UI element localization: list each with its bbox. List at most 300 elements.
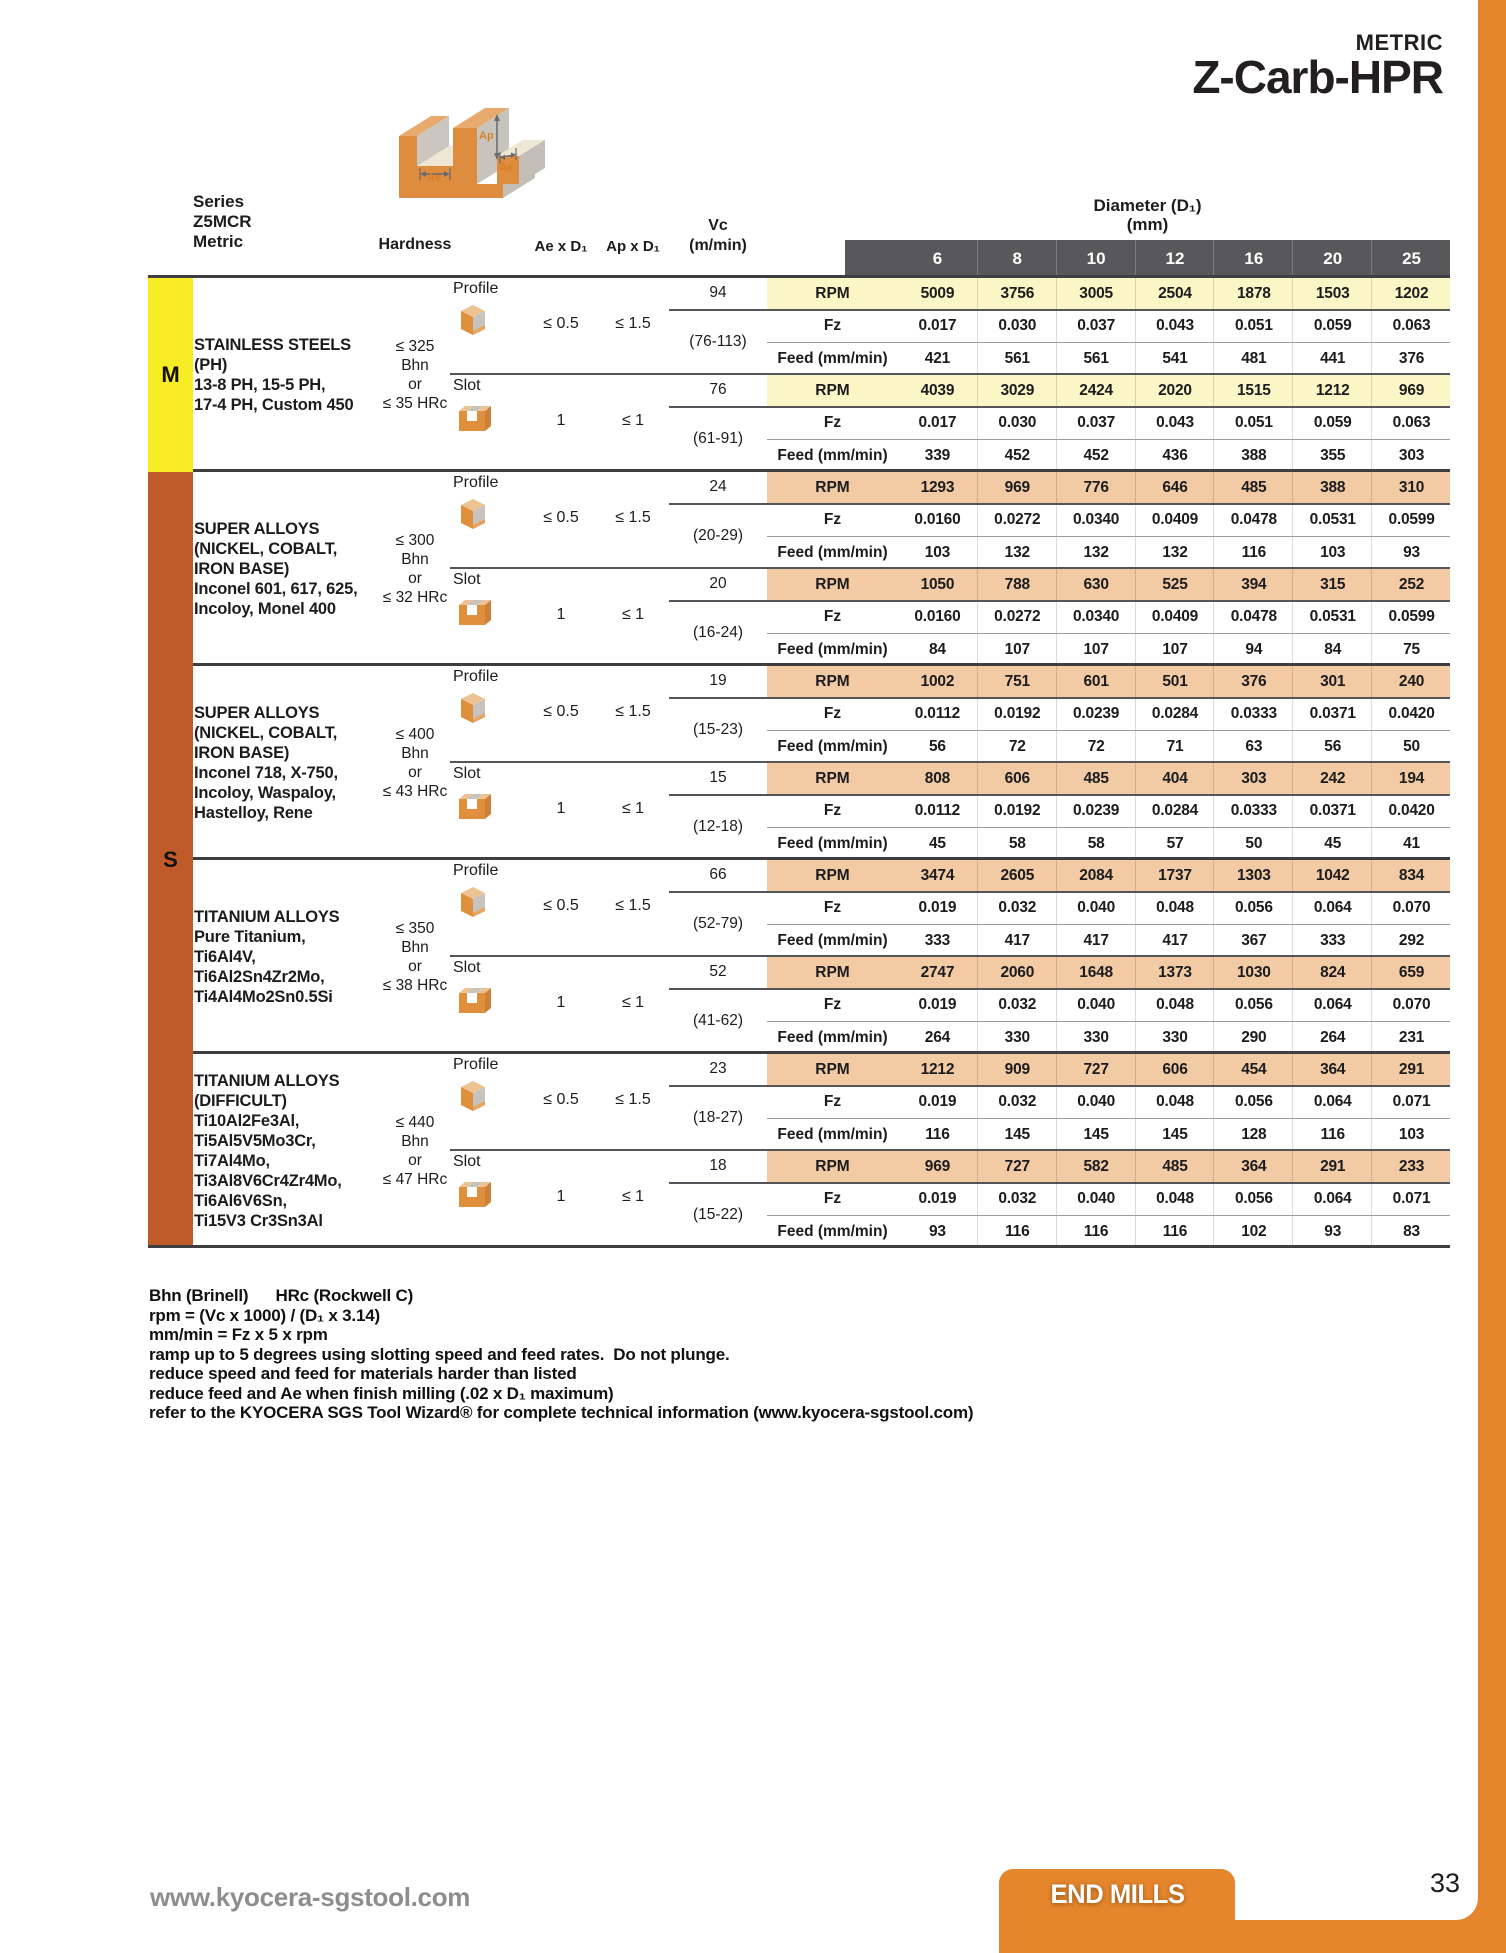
cut-type-section	[148, 569, 1450, 666]
data-cell: 116	[1292, 1119, 1372, 1151]
page-number: 33	[1429, 1868, 1460, 1898]
material-line: Incoloy, Waspaloy,	[194, 784, 336, 802]
ap-limit: ≤ 1	[621, 994, 645, 1011]
cut-type-section	[148, 1054, 1450, 1151]
data-row	[148, 375, 1450, 407]
material-line: Ti7Al4Mo,	[194, 1152, 270, 1170]
data-cell: 0.037	[1056, 310, 1136, 342]
material-line: Pure Titanium,	[194, 928, 306, 946]
data-cell: 242	[1292, 763, 1372, 795]
hardness-column-header: Hardness	[378, 236, 452, 253]
material-line: SUPER ALLOYS	[194, 704, 320, 722]
data-cell: 58	[977, 828, 1057, 860]
data-cell: 1878	[1213, 278, 1293, 310]
ae-limit: ≤ 0.5	[543, 897, 579, 914]
data-cell: 264	[1292, 1022, 1372, 1054]
vc-value: 94	[709, 284, 727, 301]
material-line: Ti10Al2Fe3Al,	[194, 1112, 300, 1130]
data-cell: 0.0272	[977, 601, 1057, 633]
diameter-header-cell: 25	[1371, 240, 1451, 278]
data-cell: 0.071	[1371, 1183, 1451, 1215]
data-cell: 0.070	[1371, 892, 1451, 924]
data-cell: 145	[1135, 1119, 1215, 1151]
data-cell: 107	[1135, 634, 1215, 666]
data-cell: 0.048	[1135, 1183, 1215, 1215]
data-cell: 145	[1056, 1119, 1136, 1151]
data-cell: 364	[1292, 1054, 1372, 1086]
data-cell: 103	[924, 543, 951, 561]
data-cell: 0.019	[918, 1190, 957, 1208]
material-block	[148, 278, 1450, 472]
vc-header-line: Vc	[708, 217, 728, 234]
data-cell: 364	[1213, 1151, 1293, 1183]
data-cell: 93	[929, 1222, 946, 1240]
ap-column-header: Ap x D₁	[606, 238, 660, 255]
data-cell: 0.0239	[1056, 795, 1136, 827]
ap-limit: ≤ 1	[621, 606, 645, 623]
profile-label: Profile	[453, 668, 499, 685]
data-cell: 0.063	[1371, 407, 1451, 439]
data-cell: 0.063	[1371, 310, 1451, 342]
data-cell: 417	[977, 925, 1057, 957]
data-row	[148, 892, 1450, 924]
data-cell: 2084	[1056, 860, 1136, 892]
ae-column-header: Ae x D₁	[534, 238, 588, 255]
row-label: Feed (mm/min)	[777, 543, 888, 561]
cut-type-section	[148, 666, 1450, 763]
hardness-line: ≤ 400 Bhn	[395, 726, 435, 762]
divider-line	[669, 406, 1450, 408]
group-letter-s: S	[163, 847, 178, 872]
data-cell: 0.0333	[1213, 795, 1293, 827]
data-cell: 727	[1056, 1054, 1136, 1086]
diameter-header-cell: 16	[1213, 240, 1293, 278]
data-cell: 0.032	[977, 1183, 1057, 1215]
data-cell: 436	[1135, 440, 1215, 472]
data-cell: 452	[977, 440, 1057, 472]
data-cell: 0.048	[1135, 989, 1215, 1021]
data-cell: 41	[1371, 828, 1451, 860]
website-url: www.kyocera-sgstool.com	[150, 1882, 471, 1912]
hardness-line: ≤ 440 Bhn	[395, 1114, 435, 1150]
ap-limit: ≤ 1.5	[615, 509, 651, 526]
ap-dimension-label: Ap	[479, 130, 494, 142]
divider-line	[767, 924, 1450, 925]
data-cell: 233	[1371, 1151, 1451, 1183]
data-cell: 0.0409	[1135, 504, 1215, 536]
material-line: TITANIUM ALLOYS	[194, 908, 340, 926]
footnote-line: Bhn (Brinell) HRc (Rockwell C)	[149, 1286, 414, 1305]
data-cell: 376	[1213, 666, 1293, 698]
row-label: RPM	[815, 576, 850, 594]
data-cell: 1050	[920, 576, 955, 594]
material-line: STAINLESS STEELS	[194, 336, 351, 354]
data-cell: 0.064	[1292, 1086, 1372, 1118]
data-cell: 132	[1135, 537, 1215, 569]
data-cell: 0.064	[1292, 989, 1372, 1021]
data-cell: 1030	[1213, 957, 1293, 989]
data-cell: 0.040	[1056, 1086, 1136, 1118]
data-cell: 0.0284	[1135, 698, 1215, 730]
row-label: RPM	[815, 1061, 850, 1079]
row-label: Fz	[823, 1093, 842, 1111]
data-row	[148, 828, 1450, 860]
data-row	[148, 601, 1450, 633]
profile-label: Profile	[453, 1056, 499, 1073]
data-cell: 0.059	[1292, 310, 1372, 342]
data-cell: 0.040	[1056, 1183, 1136, 1215]
row-label: RPM	[815, 770, 850, 788]
row-label: Feed (mm/min)	[777, 349, 888, 367]
material-line: IRON BASE)	[194, 560, 290, 578]
data-cell: 116	[925, 1125, 950, 1143]
data-cell: 0.0192	[977, 698, 1057, 730]
profile-label: Profile	[453, 474, 499, 491]
end-mills-tab-label: END MILLS	[1050, 1879, 1184, 1909]
data-cell: 0.040	[1056, 989, 1136, 1021]
material-line: 13-8 PH, 15-5 PH,	[194, 376, 326, 394]
data-cell: 290	[1213, 1022, 1293, 1054]
ae-limit: ≤ 0.5	[543, 1091, 579, 1108]
data-row	[148, 925, 1450, 957]
data-row	[148, 440, 1450, 472]
vc-value: 66	[709, 866, 727, 883]
row-label: Feed (mm/min)	[777, 931, 888, 949]
divider-line	[767, 827, 1450, 828]
data-cell: 376	[1371, 343, 1451, 375]
data-cell: 93	[1371, 537, 1451, 569]
vc-value: 52	[709, 963, 727, 980]
data-cell: 0.0531	[1292, 504, 1372, 536]
data-cell: 0.032	[977, 989, 1057, 1021]
diameter-column-header: Diameter (D₁)	[1093, 196, 1202, 215]
data-cell: 107	[977, 634, 1057, 666]
data-cell: 103	[1371, 1119, 1451, 1151]
ae-limit: ≤ 0.5	[543, 315, 579, 332]
material-line: Incoloy, Monel 400	[194, 600, 336, 618]
data-cell: 452	[1056, 440, 1136, 472]
data-cell: 57	[1135, 828, 1215, 860]
row-label: Fz	[823, 608, 842, 626]
hardness-line: ≤ 38 HRc	[382, 977, 448, 994]
material-line: (PH)	[194, 356, 228, 374]
data-cell: 75	[1371, 634, 1451, 666]
data-row	[148, 1119, 1450, 1151]
data-cell: 132	[1056, 537, 1136, 569]
series-column-header	[193, 192, 252, 252]
data-cell: 310	[1371, 472, 1451, 504]
data-cell: 0.0599	[1371, 504, 1451, 536]
ap-limit: ≤ 1.5	[615, 315, 651, 332]
data-cell: 441	[1292, 343, 1372, 375]
row-label: Feed (mm/min)	[777, 640, 888, 658]
material-line: SUPER ALLOYS	[194, 520, 320, 538]
divider-line	[767, 1215, 1450, 1216]
end-mills-tab	[999, 1869, 1235, 1920]
data-cell: 355	[1292, 440, 1372, 472]
data-cell: 72	[1056, 731, 1136, 763]
row-label: Fz	[823, 317, 842, 335]
data-cell: 1503	[1292, 278, 1372, 310]
data-cell: 0.0478	[1213, 504, 1293, 536]
data-cell: 330	[977, 1022, 1057, 1054]
hardness-line: ≤ 47 HRc	[382, 1171, 448, 1188]
data-cell: 0.019	[918, 1093, 957, 1111]
row-label: Fz	[823, 996, 842, 1014]
data-cell: 291	[1371, 1054, 1451, 1086]
data-cell: 0.071	[1371, 1086, 1451, 1118]
hardness-line: ≤ 43 HRc	[382, 783, 448, 800]
vc-range: (20-29)	[693, 527, 743, 544]
footnotes	[149, 1286, 973, 1423]
hardness-line: or	[408, 1152, 422, 1169]
data-cell: 367	[1213, 925, 1293, 957]
row-label: RPM	[815, 285, 850, 303]
data-cell: 1042	[1292, 860, 1372, 892]
speeds-feeds-table-body	[148, 278, 1450, 1248]
vc-range: (76-113)	[689, 333, 747, 350]
data-cell: 291	[1292, 1151, 1372, 1183]
series-header-line: Series	[193, 192, 245, 211]
vc-column-header	[669, 216, 767, 256]
data-cell: 0.064	[1292, 892, 1372, 924]
data-cell: 45	[1292, 828, 1372, 860]
data-cell: 0.0420	[1371, 795, 1451, 827]
row-label: Feed (mm/min)	[777, 834, 888, 852]
data-cell: 0.032	[977, 1086, 1057, 1118]
divider-line	[669, 794, 1450, 796]
ap-limit: ≤ 1	[621, 1188, 645, 1205]
data-cell: 1002	[920, 673, 955, 691]
data-cell: 2747	[920, 964, 955, 982]
hardness-line: ≤ 300 Bhn	[395, 532, 435, 568]
row-label: Feed (mm/min)	[777, 737, 888, 755]
row-label: Fz	[823, 511, 842, 529]
row-label: Fz	[823, 414, 842, 432]
data-cell: 417	[1135, 925, 1215, 957]
series-header-line: Z5MCR	[193, 212, 252, 231]
orange-bottom-strip	[999, 1920, 1506, 1953]
divider-line	[767, 342, 1450, 343]
cut-type-section	[148, 278, 1450, 375]
slot-label: Slot	[453, 1153, 481, 1170]
data-cell: 0.043	[1135, 310, 1215, 342]
data-cell: 0.017	[918, 414, 957, 432]
divider-line	[767, 730, 1450, 731]
data-cell: 0.056	[1213, 989, 1293, 1021]
data-cell: 194	[1371, 763, 1451, 795]
data-cell: 0.030	[977, 407, 1057, 439]
data-cell: 969	[1371, 375, 1451, 407]
metric-tag: METRIC	[1355, 30, 1443, 55]
profile-label: Profile	[453, 280, 499, 297]
material-line: 17-4 PH, Custom 450	[194, 396, 354, 414]
data-cell: 116	[1213, 537, 1293, 569]
data-cell: 56	[1292, 731, 1372, 763]
data-cell: 2060	[977, 957, 1057, 989]
data-row	[148, 537, 1450, 569]
data-cell: 330	[1135, 1022, 1215, 1054]
data-cell: 417	[1056, 925, 1136, 957]
data-cell: 301	[1292, 666, 1372, 698]
data-cell: 808	[924, 770, 951, 788]
data-cell: 1737	[1135, 860, 1215, 892]
data-cell: 330	[1056, 1022, 1136, 1054]
data-cell: 1293	[920, 479, 955, 497]
row-label: RPM	[815, 867, 850, 885]
data-cell: 2424	[1056, 375, 1136, 407]
data-cell: 231	[1371, 1022, 1451, 1054]
vc-value: 18	[709, 1157, 727, 1174]
material-line: Hastelloy, Rene	[194, 804, 313, 822]
row-label: RPM	[815, 673, 850, 691]
data-cell: 824	[1292, 957, 1372, 989]
row-label: Fz	[823, 1190, 842, 1208]
material-line: TITANIUM ALLOYS	[194, 1072, 340, 1090]
vc-value: 19	[709, 672, 727, 689]
hardness-line: ≤ 35 HRc	[382, 395, 448, 412]
data-cell: 132	[977, 537, 1057, 569]
data-row	[148, 860, 1450, 892]
ap-limit: ≤ 1.5	[615, 703, 651, 720]
material-line: Inconel 718, X-750,	[194, 764, 338, 782]
data-cell: 0.037	[1056, 407, 1136, 439]
ae-limit: ≤ 0.5	[543, 509, 579, 526]
material-line: Ti6Al2Sn4Zr2Mo,	[194, 968, 325, 986]
data-cell: 0.048	[1135, 1086, 1215, 1118]
profile-label: Profile	[453, 862, 499, 879]
data-cell: 0.019	[918, 996, 957, 1014]
data-row	[148, 763, 1450, 795]
row-label: RPM	[815, 964, 850, 982]
cut-type-section	[148, 472, 1450, 569]
ap-limit: ≤ 1.5	[615, 1091, 651, 1108]
data-row	[148, 989, 1450, 1021]
data-cell: 0.0160	[914, 511, 961, 529]
data-cell: 4039	[920, 382, 955, 400]
ae-limit: 1	[556, 994, 566, 1011]
data-cell: 646	[1135, 472, 1215, 504]
data-cell: 71	[1135, 731, 1215, 763]
data-cell: 601	[1056, 666, 1136, 698]
data-cell: 303	[1213, 763, 1293, 795]
data-cell: 84	[929, 640, 946, 658]
data-cell: 0.0333	[1213, 698, 1293, 730]
ap-limit: ≤ 1	[621, 800, 645, 817]
data-cell: 388	[1292, 472, 1372, 504]
data-cell: 1303	[1213, 860, 1293, 892]
data-cell: 0.070	[1371, 989, 1451, 1021]
data-cell: 0.059	[1292, 407, 1372, 439]
data-cell: 116	[1056, 1216, 1136, 1248]
data-cell: 303	[1371, 440, 1451, 472]
slot-label: Slot	[453, 377, 481, 394]
ae-limit: ≤ 0.5	[543, 703, 579, 720]
hardness-line: ≤ 350 Bhn	[395, 920, 435, 956]
row-label: Fz	[823, 899, 842, 917]
page-title: Z-Carb-HPR	[1192, 51, 1443, 103]
data-cell: 0.017	[918, 317, 957, 335]
data-cell: 0.0420	[1371, 698, 1451, 730]
data-cell: 94	[1213, 634, 1293, 666]
row-label: Feed (mm/min)	[777, 446, 888, 464]
data-cell: 3474	[920, 867, 955, 885]
data-cell: 0.0192	[977, 795, 1057, 827]
hardness-line: ≤ 325 Bhn	[395, 338, 435, 374]
data-cell: 72	[977, 731, 1057, 763]
data-cell: 0.0340	[1056, 504, 1136, 536]
vc-range: (61-91)	[693, 430, 743, 447]
data-cell: 1648	[1056, 957, 1136, 989]
slot-label: Slot	[453, 571, 481, 588]
vc-value: 15	[709, 769, 727, 786]
data-cell: 0.032	[977, 892, 1057, 924]
material-line: (NICKEL, COBALT,	[194, 540, 338, 558]
vc-range: (52-79)	[693, 915, 743, 932]
material-line: Ti5Al5V5Mo3Cr,	[194, 1132, 316, 1150]
material-line: Ti3Al8V6Cr4Zr4Mo,	[194, 1172, 342, 1190]
diameter-header-cell: 20	[1292, 240, 1372, 278]
material-block	[148, 666, 1450, 860]
ae-limit: 1	[556, 412, 566, 429]
footnote-line: refer to the KYOCERA SGS Tool Wizard® for complete technical information (www.kyocera-sgstool.com)	[149, 1403, 974, 1422]
data-cell: 63	[1213, 731, 1293, 763]
series-header-line: Metric	[193, 232, 244, 251]
data-cell: 909	[977, 1054, 1057, 1086]
data-cell: 485	[1135, 1151, 1215, 1183]
material-line: (NICKEL, COBALT,	[194, 724, 338, 742]
data-cell: 84	[1292, 634, 1372, 666]
data-cell: 3029	[977, 375, 1057, 407]
data-cell: 264	[924, 1028, 951, 1046]
divider-line	[669, 697, 1450, 699]
milling-diagram-graphic	[393, 106, 553, 202]
data-cell: 0.0239	[1056, 698, 1136, 730]
vc-value: 24	[709, 478, 727, 495]
data-cell: 1515	[1213, 375, 1293, 407]
data-cell: 1212	[1292, 375, 1372, 407]
data-row	[148, 795, 1450, 827]
data-cell: 315	[1292, 569, 1372, 601]
ae-limit: 1	[556, 606, 566, 623]
divider-line	[669, 600, 1450, 602]
data-row	[148, 472, 1450, 504]
material-line: Ti6Al4V,	[194, 948, 256, 966]
row-label: Feed (mm/min)	[777, 1222, 888, 1240]
table-bottom-line	[148, 1245, 1450, 1248]
data-cell: 0.0272	[977, 504, 1057, 536]
diameter-header-cell: 12	[1135, 240, 1215, 278]
data-cell: 56	[929, 737, 946, 755]
vc-range: (41-62)	[693, 1012, 743, 1029]
data-row	[148, 1022, 1450, 1054]
data-cell: 93	[1292, 1216, 1372, 1248]
data-cell: 751	[977, 666, 1057, 698]
row-label: Fz	[823, 802, 842, 820]
divider-line	[767, 1021, 1450, 1022]
data-cell: 0.056	[1213, 892, 1293, 924]
data-row	[148, 504, 1450, 536]
data-cell: 116	[1135, 1216, 1215, 1248]
data-cell: 481	[1213, 343, 1293, 375]
data-cell: 0.051	[1213, 407, 1293, 439]
data-cell: 0.0340	[1056, 601, 1136, 633]
material-line: Inconel 601, 617, 625,	[194, 580, 358, 598]
diameter-header-cell: 8	[977, 240, 1057, 278]
material-line: Ti6Al6V6Sn,	[194, 1192, 287, 1210]
ae-dimension-label-2: Ae	[499, 162, 514, 174]
divider-line	[669, 1085, 1450, 1087]
